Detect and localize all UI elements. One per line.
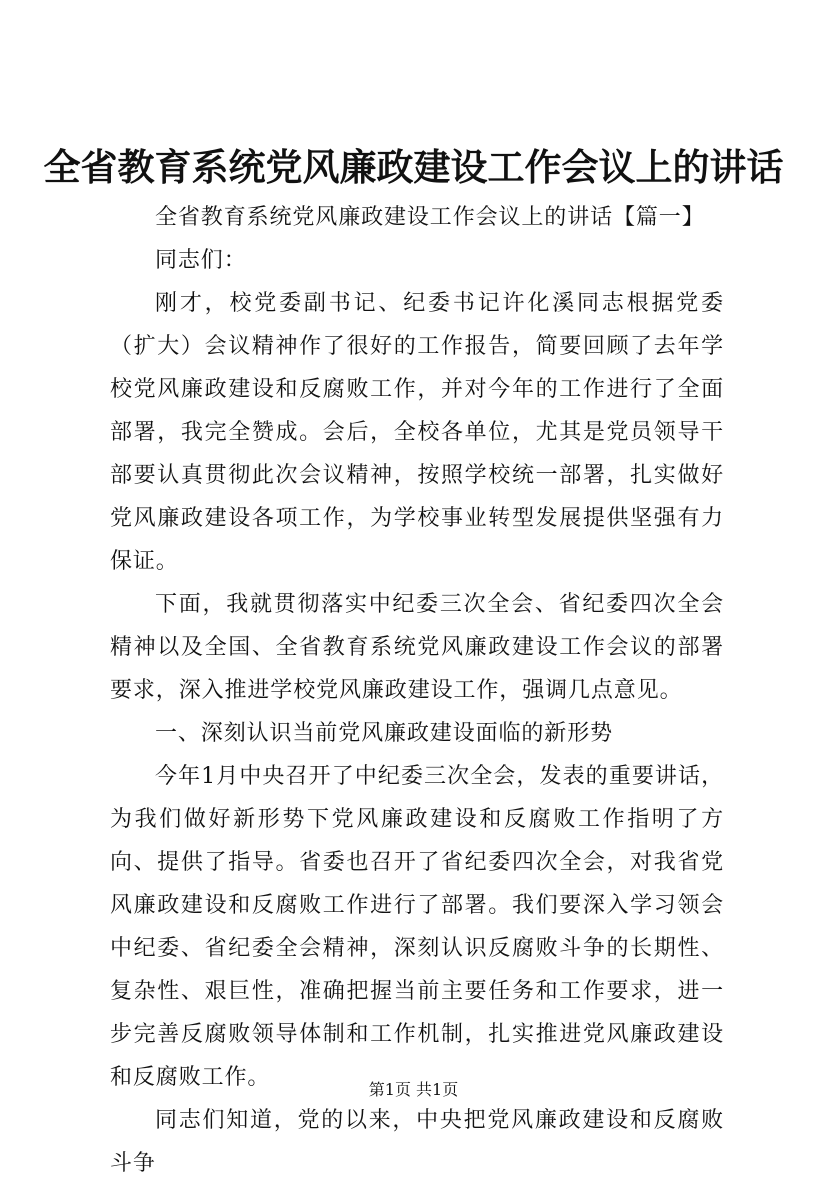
document-title: 全省教育系统党风廉政建设工作会议上的讲话 bbox=[43, 145, 784, 189]
salutation: 同志们： bbox=[155, 248, 247, 273]
page-number-footer: 第1页 共1页 bbox=[368, 1080, 459, 1099]
paragraph: 今年1月中央召开了中纪委三次全会，发表的重要讲话，为我们做好新形势下党风廉政建设和反腐败工作指明了方向、提供了指导。省委也召开了省纪委四次全会，对我省党风廉政建设和反腐败工作进行了部署。我们要深入学习领会中纪委、省纪委全会精神，深刻认识反腐败斗争的长期性、复杂性、艰巨性，准确把握当前主要任务和工作要求，进一步完善反腐败领导体制和工作机制，扎实推进党风廉政建设和反腐败工作。 bbox=[110, 764, 724, 1090]
paragraph: 刚才，校党委副书记、纪委书记许化溪同志根据党委（扩大）会议精神作了很好的工作报告，简要回顾了去年学校党风廉政建设和反腐败工作，并对今年的工作进行了全面部署，我完全赞成。会后，全校各单位，尤其是党员领导干部要认真贯彻此次会议精神，按照学校统一部署，扎实做好党风廉政建设各项工作，为学校事业转型发展提供坚强有力保证。 bbox=[110, 291, 724, 574]
paragraph: 下面，我就贯彻落实中纪委三次全会、省纪委四次全会精神以及全国、全省教育系统党风廉政建设工作会议的部署要求，深入推进学校党风廉政建设工作，强调几点意见。 bbox=[110, 592, 724, 703]
section-subheading: 一、深刻认识当前党风廉政建设面临的新形势 bbox=[155, 721, 614, 746]
paragraph: 同志们知道，党的以来，中央把党风廉政建设和反腐败斗争 bbox=[110, 1108, 724, 1176]
section-heading: 全省教育系统党风廉政建设工作会议上的讲话【篇一】 bbox=[155, 205, 705, 230]
document-body bbox=[110, 196, 724, 1185]
